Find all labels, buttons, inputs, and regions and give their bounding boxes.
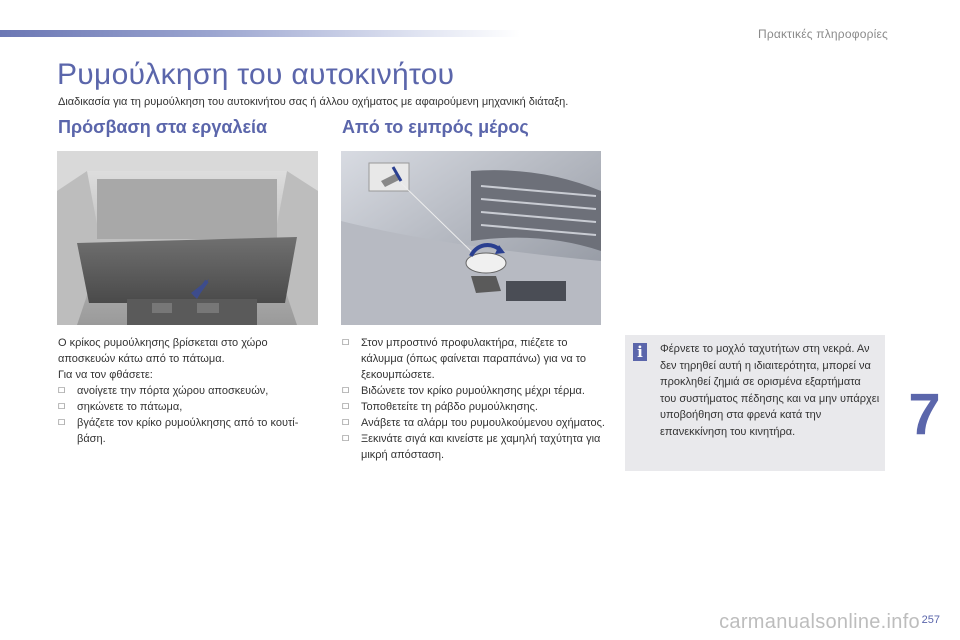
list-item: ☐ Τοποθετείτε τη ράβδο ρυμούλκησης. — [342, 401, 538, 413]
left-bullet-list — [58, 383, 313, 447]
list-item: ☐ Ξεκινάτε σιγά και κινείστε με χαμηλή ταχύτητα για μικρή απόσταση. — [342, 433, 601, 461]
checkbox-icon: ☐ — [58, 402, 66, 411]
section-label: Πρακτικές πληροφορίες — [757, 27, 888, 41]
front-bumper-photo — [341, 151, 601, 325]
page-number: 257 — [921, 614, 940, 626]
checkbox-icon: ☐ — [58, 386, 66, 395]
page-subtitle: Διαδικασία για τη ρυμούλκηση του αυτοκινήτου σας ή άλλου οχήματος με αφαιρούμενη μηχανική διάταξη. — [58, 96, 569, 108]
header-gradient-bar — [0, 30, 520, 37]
list-item: ☐ σηκώνετε το πάτωμα, — [58, 401, 183, 413]
heading-front: Από το εμπρός μέρος — [342, 117, 529, 137]
trunk-illustration — [57, 151, 318, 325]
list-item: ☐ Ανάβετε τα αλάρμ του ρυμουλκούμενου οχήματος. — [342, 417, 605, 429]
right-bullet-list — [342, 335, 607, 463]
list-item: ☐ Στον μπροστινό προφυλακτήρα, πιέζετε το κάλυμμα (όπως φαίνεται παραπάνω) για να το ξεκουμπώσετε. — [342, 337, 587, 381]
left-lead: Για να τον φθάσετε: — [58, 369, 153, 381]
watermark: carmanualsonline.info — [719, 611, 920, 633]
info-box — [625, 335, 885, 471]
front-bumper-illustration — [341, 151, 601, 325]
trunk-photo — [57, 151, 318, 325]
checkbox-icon: ☐ — [342, 418, 350, 427]
list-item: ☐ ανοίγετε την πόρτα χώρου αποσκευών, — [58, 385, 269, 397]
list-item: ☐ βγάζετε τον κρίκο ρυμούλκησης από το κουτί-βάση. — [58, 417, 299, 445]
heading-access-tools: Πρόσβαση στα εργαλεία — [58, 117, 268, 137]
checkbox-icon: ☐ — [342, 386, 350, 395]
checkbox-icon: ☐ — [342, 434, 350, 443]
page-title: Ρυμούλκηση του αυτοκινήτου — [57, 58, 455, 91]
left-intro: Ο κρίκος ρυμούλκησης βρίσκεται στο χώρο αποσκευών κάτω από το πάτωμα. — [58, 337, 268, 365]
checkbox-icon: ☐ — [58, 418, 66, 427]
info-text: Φέρνετε το μοχλό ταχυτήτων στη νεκρά. Αν δεν τηρηθεί αυτή η ιδιαιτερότητα, μπορεί να προκληθεί ζημιά σε ορισμένα εξαρτήματα του συστήματος πέδησης και να μην υπάρχει υποβοήθηση στα φρενά κατά την επανεκκίνηση του κινητήρα. — [660, 343, 880, 438]
right-text-block — [342, 335, 607, 463]
chapter-number: 7 — [908, 382, 941, 447]
checkbox-icon: ☐ — [342, 402, 350, 411]
checkbox-icon: ☐ — [342, 338, 350, 347]
info-icon: i — [633, 343, 647, 361]
left-text-block — [58, 335, 313, 447]
list-item: ☐ Βιδώνετε τον κρίκο ρυμούλκησης μέχρι τέρμα. — [342, 385, 585, 397]
